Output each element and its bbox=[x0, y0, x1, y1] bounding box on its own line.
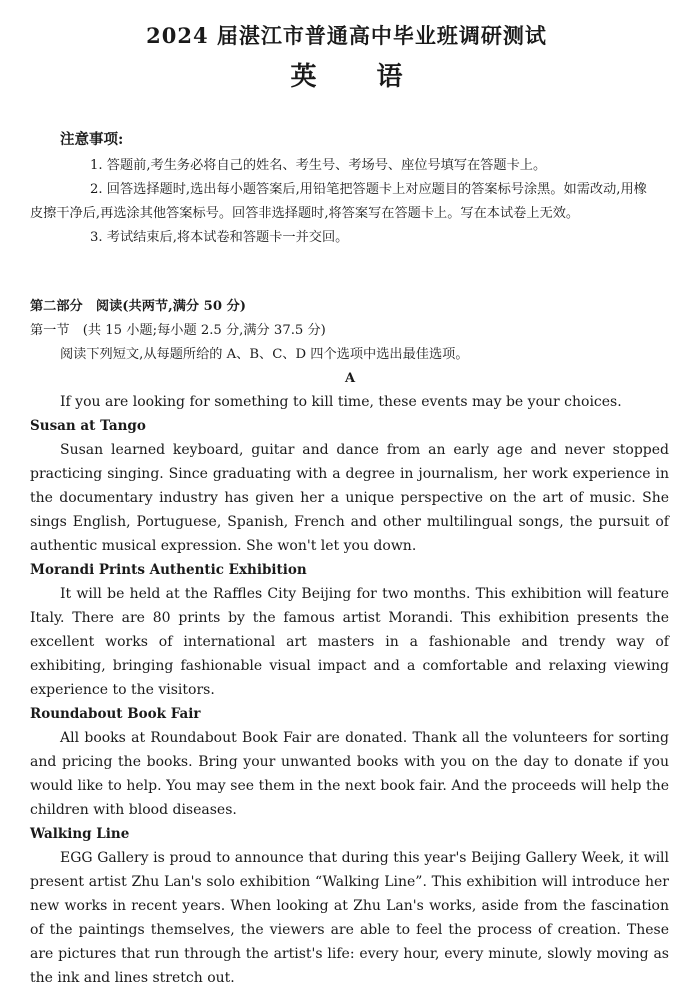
section-heading: 第一节 (共 15 小题;每小题 2.5 分,满分 37.5 分) bbox=[30, 323, 326, 338]
event-title: Morandi Prints Authentic Exhibition bbox=[30, 562, 307, 578]
passage bbox=[30, 390, 669, 990]
passage-intro: If you are looking for something to kill time, these events may be your choices. bbox=[60, 394, 622, 410]
instruction: 阅读下列短文,从每题所给的 A、B、C、D 四个选项中选出最佳选项。 bbox=[60, 347, 469, 362]
event-text: EGG Gallery is proud to announce that during this year's Beijing Gallery Week, it will present artist Zhu Lan's solo exhibition “Walking Line”. This exhibition will introduce her new works in recent years. When looking at Zhu Lan's works, aside from the fascination of the paintings themselves, the viewers are able to feel the process of creation. These are pictures that run through the artist's life: every hour, every minute, slowly moving as the ink and lines stretch out. bbox=[30, 850, 669, 986]
part-heading: 第二部分 阅读(共两节,满分 50 分) bbox=[30, 299, 247, 314]
notice-block bbox=[30, 128, 650, 250]
event-title: Roundabout Book Fair bbox=[30, 706, 201, 722]
event-text: It will be held at the Raffles City Beijing for two months. This exhibition will feature Italy. There are 80 prints by the famous artist Morandi. This exhibition presents the excellent works of international art masters in a fashionable and trendy way of exhibiting, bringing fashionable visual impact and a comfortable and relaxing viewing experience to the visitors. bbox=[30, 586, 669, 698]
event-text: Susan learned keyboard, guitar and dance from an early age and never stopped practicing singing. Since graduating with a degree in journalism, her work experience in the documentary industry has given her a unique perspective on the art of music. She sings English, Portuguese, Spanish, French and other multilingual songs, the pursuit of authentic musical expression. She won't let you down. bbox=[30, 442, 669, 554]
notice-item: 3. 考试结束后,将本试卷和答题卡一并交回。 bbox=[90, 230, 349, 245]
event-title: Susan at Tango bbox=[30, 418, 146, 434]
event-text: All books at Roundabout Book Fair are donated. Thank all the volunteers for sorting and pricing the books. Bring your unwanted books with you on the day to donate if you would like to help. You may see them in the next book fair. And the proceeds will help the children with blood diseases. bbox=[30, 730, 669, 818]
passage-label: A bbox=[344, 371, 356, 386]
notice-item: 1. 答题前,考生务必将自己的姓名、考生号、考场号、座位号填写在答题卡上。 bbox=[90, 158, 547, 173]
event-title: Walking Line bbox=[30, 826, 130, 842]
part-header bbox=[30, 295, 670, 391]
notice-item: 2. 回答选择题时,选出每小题答案后,用铅笔把答题卡上对应题目的答案标号涂黑。如需改动,用橡皮擦干净后,再选涂其他答案标号。回答非选择题时,将答案写在答题卡上。写在本试卷上无效。 bbox=[30, 182, 647, 221]
exam-subject: 英语 bbox=[290, 62, 463, 92]
exam-title: 2024 届湛江市普通高中毕业班调研测试 bbox=[146, 23, 547, 48]
notice-title: 注意事项: bbox=[60, 131, 124, 148]
